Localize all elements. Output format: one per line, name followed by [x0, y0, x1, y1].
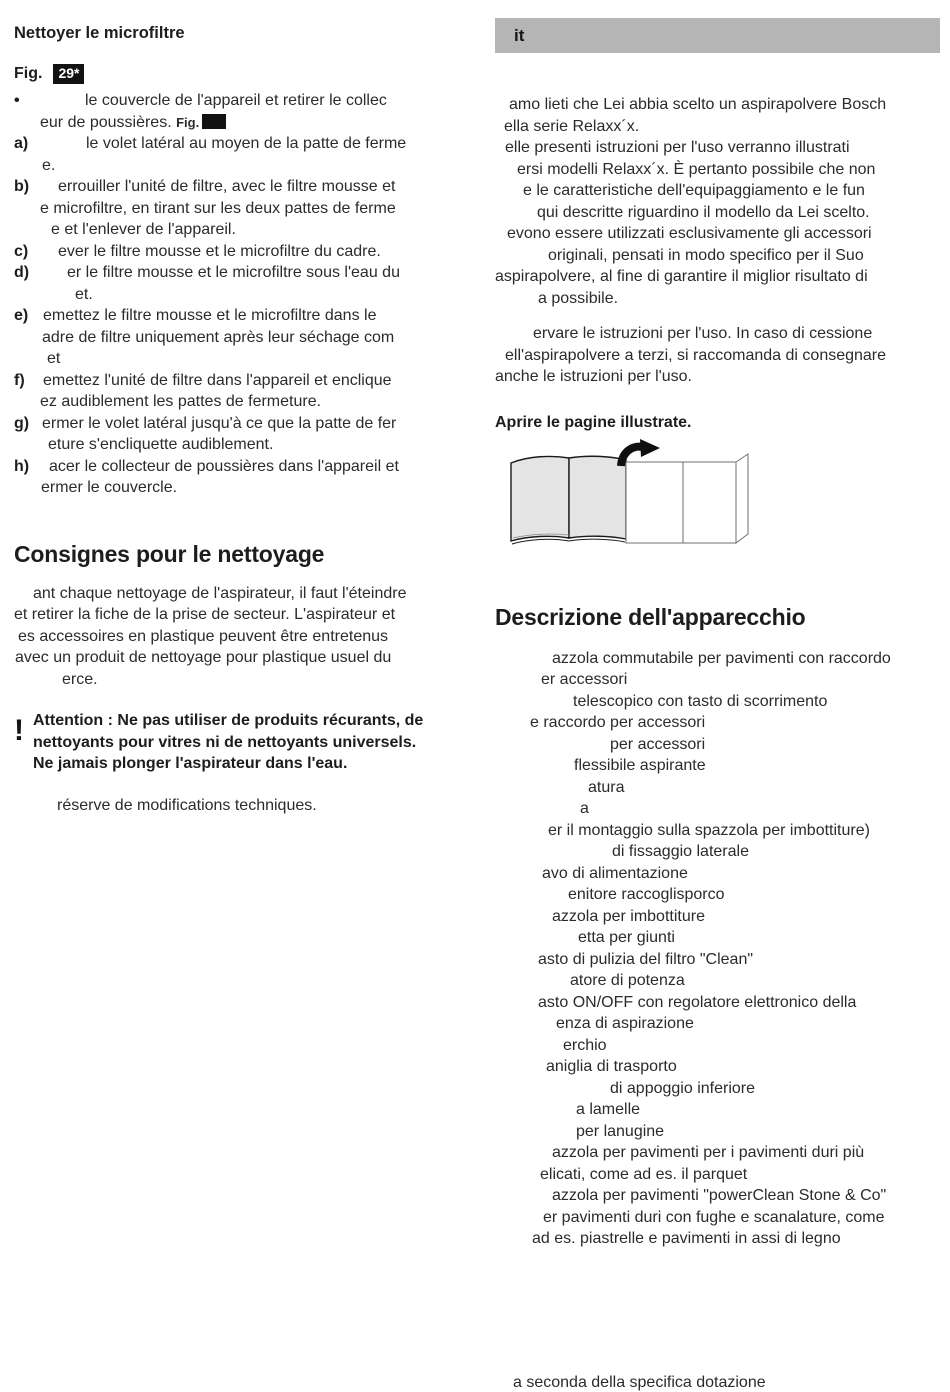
- attention-text: [33, 710, 423, 775]
- text-line: errouiller l'unité de filtre, avec le filtre mousse et: [58, 178, 396, 195]
- text-line: er accessori: [541, 671, 628, 688]
- text-line: erchio: [563, 1036, 607, 1054]
- item-text: [40, 305, 474, 370]
- text-line: evono essere utilizzati esclusivamente gli accessori: [507, 225, 872, 242]
- item-marker: h): [14, 457, 30, 475]
- text-line: originali, pensati in modo specifico per il Suo: [548, 246, 864, 264]
- text-line: avec un produit de nettoyage pour plastique usuel du: [15, 649, 392, 666]
- text-line: amo lieti che Lei abbia scelto un aspirapolvere Bosch: [509, 96, 887, 113]
- text-line: enitore raccoglisporco: [568, 886, 725, 903]
- text-line: azzola per imbottiture: [552, 907, 705, 925]
- text-line: réserve de modifications techniques.: [57, 796, 317, 814]
- steps-list: [14, 90, 474, 499]
- text-line: ervare le istruzioni per l'uso. In caso di cessione: [533, 325, 873, 342]
- handover-paragraph: [495, 323, 940, 388]
- text-line: azzola per pavimenti "powerClean Stone & Co": [552, 1187, 887, 1204]
- language-tab-bar: [495, 18, 940, 53]
- language-tab-label: it: [514, 25, 525, 45]
- text-line: avo di alimentazione: [542, 864, 688, 882]
- fig-number-badge: 29*: [53, 64, 84, 84]
- text-line: er il montaggio sulla spazzola per imbottiture): [548, 821, 870, 839]
- list-item-f: [14, 370, 474, 413]
- text-line: emettez l'unité de filtre dans l'appareil et enclique: [43, 371, 392, 389]
- text-line: erce.: [62, 670, 98, 688]
- cleaning-paragraph: [14, 583, 474, 691]
- item-marker: b): [14, 178, 30, 195]
- list-item-h: [14, 456, 474, 499]
- item-text: [40, 176, 474, 241]
- list-item-bullet: [14, 90, 474, 133]
- foldout-pages: [626, 462, 736, 543]
- text-line: atura: [588, 778, 625, 796]
- list-item-b: [14, 176, 474, 241]
- exclamation-icon: !: [14, 714, 24, 747]
- item-marker: •: [14, 92, 20, 109]
- item-text: [40, 262, 474, 305]
- list-item-e: [14, 305, 474, 370]
- item-text: [40, 90, 474, 133]
- item-marker: a): [14, 135, 29, 152]
- item-line-with-fig: [40, 112, 474, 134]
- right-column: [495, 18, 940, 1250]
- text-line: asto di pulizia del filtro "Clean": [538, 950, 754, 968]
- book-illustration: [503, 439, 753, 549]
- text-line: Ne jamais plonger l'aspirateur dans l'eau.: [33, 755, 348, 772]
- item-marker: d): [14, 264, 30, 281]
- text-line: ella serie Relaxx´x.: [504, 117, 640, 135]
- text-line: elle presenti istruzioni per l'uso verranno illustrati: [505, 139, 850, 156]
- item-text: [40, 241, 474, 263]
- text-line: acer le collecteur de poussières dans l'appareil et: [49, 457, 399, 475]
- text-line: aniglia di trasporto: [546, 1058, 677, 1075]
- item-text: [40, 133, 474, 176]
- list-item-a: [14, 133, 474, 176]
- foldout-edge-flap: [736, 454, 748, 543]
- page-turn-arrow-head: [640, 439, 660, 457]
- bottom-note: a seconda della specifica dotazione: [513, 1374, 766, 1391]
- text-line: ez audiblement les pattes de fermeture.: [40, 393, 322, 410]
- text-line: ermer le volet latéral jusqu'à ce que la patte de fer: [42, 414, 397, 432]
- text-line: et: [47, 350, 61, 367]
- list-item-c: [14, 241, 474, 263]
- text-line: aspirapolvere, al fine di garantire il miglior risultato di: [495, 268, 868, 285]
- text-line: per accessori: [610, 735, 706, 753]
- item-marker: e): [14, 307, 29, 324]
- book-left-page: [511, 456, 569, 541]
- text-line: eture s'encliquette audiblement.: [48, 436, 274, 453]
- text-line: ever le filtre mousse et le microfiltre du cadre.: [58, 242, 381, 260]
- text-line: etta per giunti: [578, 929, 675, 946]
- technical-changes-note: [14, 795, 474, 817]
- text-line: Attention : Ne pas utiliser de produits récurants, de: [33, 712, 424, 729]
- text-line: elicati, come ad es. il parquet: [540, 1165, 748, 1183]
- text-line: a: [580, 800, 589, 817]
- text-line: er pavimenti duri con fughe e scanalature, come: [543, 1208, 885, 1226]
- section-heading-cleaning-instructions: Consignes pour le nettoyage: [14, 540, 325, 567]
- text-line: le volet latéral au moyen de la patte de ferme: [86, 135, 407, 152]
- item-marker: f): [14, 371, 25, 389]
- text-line: a possibile.: [538, 289, 619, 307]
- text-line: nettoyants pour vitres ni de nettoyants universels.: [33, 733, 417, 751]
- text-line: telescopico con tasto di scorrimento: [573, 692, 828, 710]
- text-line: ant chaque nettoyage de l'aspirateur, il faut l'éteindre: [33, 584, 407, 602]
- attention-note: [14, 710, 474, 775]
- fig-label: Fig.: [14, 65, 43, 82]
- text-line: le couvercle de l'appareil et retirer le collec: [85, 92, 387, 109]
- left-column: [14, 24, 474, 816]
- section-heading-device-description: Descrizione dell'apparecchio: [495, 603, 806, 630]
- text-line: qui descritte riguardino il modello da Lei scelto.: [537, 203, 870, 221]
- book-right-page: [569, 456, 626, 539]
- text-line: es accessoires en plastique peuvent être entretenus: [18, 627, 389, 645]
- text-line: azzola per pavimenti per i pavimenti duri più: [552, 1144, 865, 1161]
- text-line: enza di aspirazione: [556, 1015, 694, 1032]
- item-text: [40, 456, 474, 499]
- text-line: ell'aspirapolvere a terzi, si raccomanda di consegnare: [505, 346, 887, 364]
- text-line: atore di potenza: [570, 972, 685, 989]
- text-line: anche le istruzioni per l'uso.: [495, 368, 692, 385]
- item-line-text: eur de poussières.: [40, 113, 177, 131]
- fig-inline-badge-box: [202, 114, 226, 129]
- text-line: ad es. piastrelle e pavimenti in assi di legno: [532, 1230, 841, 1247]
- item-text: [40, 370, 474, 413]
- text-line: er le filtre mousse et le microfiltre sous l'eau du: [67, 264, 400, 281]
- text-line: per lanugine: [576, 1122, 665, 1140]
- text-line: adre de filtre uniquement après leur séchage com: [42, 328, 395, 346]
- page-stack-line: [512, 539, 625, 544]
- text-line: e.: [42, 156, 56, 174]
- text-line: di appoggio inferiore: [610, 1079, 755, 1097]
- list-item-d: [14, 262, 474, 305]
- text-line: e microfiltre, en tirant sur les deux pattes de ferme: [40, 199, 396, 217]
- text-line: ermer le couvercle.: [41, 479, 178, 496]
- text-line: e le caratteristiche dell'equipaggiamento e le fun: [523, 182, 865, 199]
- text-line: et retirer la fiche de la prise de secteur. L'aspirateur et: [14, 606, 396, 623]
- text-line: azzola commutabile per pavimenti con raccordo: [552, 649, 891, 667]
- fig-reference-row: [14, 63, 474, 85]
- parts-list: [495, 648, 940, 1250]
- text-line: emettez le filtre mousse et le microfiltre dans le: [43, 307, 377, 324]
- text-line: et.: [75, 285, 93, 303]
- item-text: [40, 413, 474, 456]
- list-item-g: [14, 413, 474, 456]
- intro-paragraph: [495, 94, 940, 309]
- section-heading-clean-microfilter: Nettoyer le microfiltre: [14, 24, 185, 42]
- text-line: a lamelle: [576, 1101, 641, 1118]
- text-line: e et l'enlever de l'appareil.: [51, 221, 236, 238]
- book-foldout-drawing: [503, 439, 753, 549]
- item-marker: g): [14, 414, 30, 432]
- text-line: ersi modelli Relaxx´x. È pertanto possibile che non: [517, 160, 876, 178]
- item-lines: [40, 90, 474, 112]
- text-line: e raccordo per accessori: [530, 714, 706, 731]
- text-line: di fissaggio laterale: [612, 843, 749, 860]
- fig-inline-label: Fig.: [176, 114, 200, 130]
- item-marker: c): [14, 242, 29, 260]
- text-line: asto ON/OFF con regolatore elettronico della: [538, 993, 857, 1011]
- text-line: flessibile aspirante: [574, 757, 706, 774]
- open-pages-instruction: Aprire le pagine illustrate.: [495, 413, 692, 431]
